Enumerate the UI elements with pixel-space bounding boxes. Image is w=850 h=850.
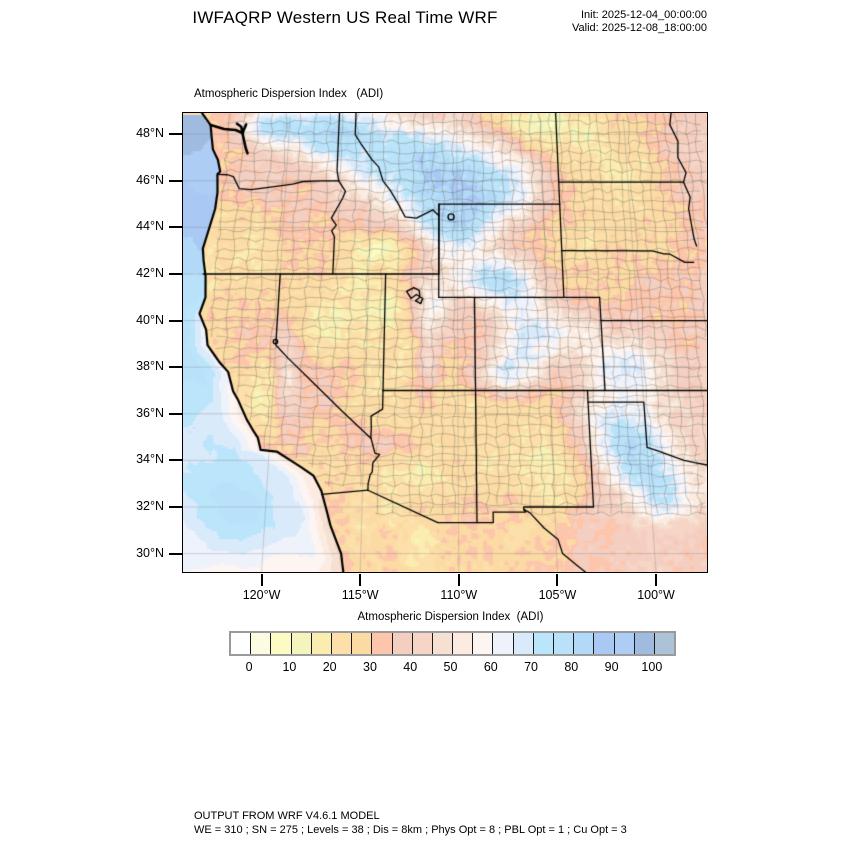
footer-line1: OUTPUT FROM WRF V4.6.1 MODEL [194,810,380,822]
colorbar-cell [534,633,554,654]
lat-tick-label: 46°N [136,172,164,187]
colorbar-tick-label: 80 [564,660,579,674]
lat-tick-label: 42°N [136,266,164,280]
colorbar-tick-label: 30 [363,660,377,674]
colorbar-cell [554,633,574,654]
lon-tick-label: 110°W [440,588,478,602]
colorbar-title: Atmospheric Dispersion Index (ADI) [357,611,544,623]
colorbar-cell [372,633,392,654]
colorbar-tick-label: 40 [403,660,418,674]
footer-line2: WE = 310 ; SN = 275 ; Levels = 38 ; Dis = 8km ; Phys Opt = 8 ; PBL Opt = 1 ; Cu Opt = 3 [194,823,627,836]
lat-tick [169,226,183,228]
colorbar-cell [352,633,372,654]
colorbar-cell [251,633,271,654]
lon-tick [261,574,263,586]
lon-tick [655,574,657,586]
colorbar-cell [493,633,513,654]
lon-tick [458,574,460,586]
colorbar-tick-label: 70 [524,660,538,674]
lat-tick [169,553,183,555]
colorbar-cell [413,633,433,654]
lat-tick-label: 38°N [136,359,164,374]
colorbar [229,631,676,656]
colorbar-cell [453,633,473,654]
lat-tick [169,459,183,461]
colorbar-cell [615,633,635,654]
colorbar-cell [312,633,332,654]
colorbar-tick-label: 0 [245,660,253,674]
colorbar-cell [393,633,413,654]
run-times [520,9,707,35]
lat-tick [169,320,183,322]
lat-tick-label: 44°N [136,219,164,234]
adi-map-canvas [182,112,708,573]
colorbar-cell [332,633,352,654]
colorbar-cell [514,633,534,654]
lat-tick-label: 32°N [136,499,164,513]
lat-tick [169,366,183,368]
lat-tick [169,413,183,415]
colorbar-cell [473,633,493,654]
colorbar-cell [433,633,453,654]
lon-tick [359,574,361,586]
colorbar-cell [594,633,614,654]
lat-tick-label: 30°N [136,545,164,560]
colorbar-tick-label: 10 [282,660,297,674]
footer [194,810,627,837]
colorbar-tick-label: 100 [641,660,663,674]
colorbar-cell [655,633,674,654]
lat-tick-label: 36°N [136,405,164,420]
lat-tick-label: 34°N [136,452,164,467]
colorbar-cell [231,633,251,654]
map-title: Atmospheric Dispersion Index (ADI) [194,88,384,100]
lon-tick-label: 105°W [538,588,577,602]
colorbar-tick-label: 60 [483,660,498,674]
lat-tick-label: 40°N [136,312,164,327]
colorbar-labels [229,660,672,676]
colorbar-tick-label: 90 [604,660,619,674]
valid-time: Valid: 2025-12-08_18:00:00 [572,22,707,34]
page-title: IWFAQRP Western US Real Time WRF [192,8,498,27]
lon-tick-label: 120°W [242,588,281,602]
lon-tick-label: 100°W [637,588,675,602]
lat-tick-label: 48°N [136,126,164,141]
colorbar-cell [574,633,594,654]
lon-tick-label: 115°W [341,588,379,602]
lon-tick [556,574,558,586]
lat-tick [169,133,183,135]
colorbar-tick-label: 50 [443,660,458,674]
colorbar-cell [635,633,655,654]
lat-tick [169,180,183,182]
init-time: Init: 2025-12-04_00:00:00 [581,9,707,21]
colorbar-tick-label: 20 [322,660,337,674]
colorbar-cell [292,633,312,654]
lat-tick [169,273,183,275]
colorbar-cell [271,633,291,654]
lat-tick [169,506,183,508]
